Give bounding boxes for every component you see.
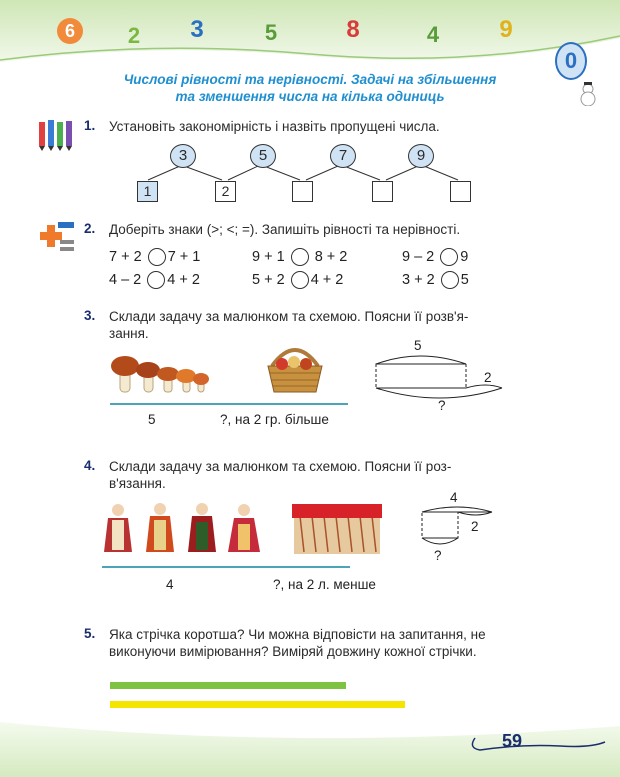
task-text-line: Склади задачу за малюнком та схемою. Поясни її розв'я- xyxy=(109,309,469,324)
task-text: Доберіть знаки (>; <; =). Запишіть рівності та нерівності. xyxy=(109,222,461,237)
page-title xyxy=(60,71,560,105)
condition-label: ?, на 2 л. менше xyxy=(273,577,376,592)
picture-baseline xyxy=(102,566,350,568)
task-text-line: Яка стрічка коротша? Чи можна відповісти на запитання, не xyxy=(109,627,486,642)
task-text-line: зання. xyxy=(109,326,149,341)
count-label: 4 xyxy=(166,577,174,592)
scheme-label-top: 4 xyxy=(450,490,458,505)
task-text: Установіть закономірність і назвіть пропущені числа. xyxy=(109,119,440,134)
scheme-label-top: 5 xyxy=(414,338,422,353)
mascot-digit: 6 xyxy=(57,18,83,44)
scheme-label-side: 2 xyxy=(471,519,479,534)
answer-box[interactable] xyxy=(292,181,313,202)
scheme-diagram xyxy=(412,500,502,562)
task-text-line: виконуючи вимірювання? Виміряй довжину кожної стрічки. xyxy=(109,644,477,659)
title-line-1: Числові рівності та нерівності. Задачі на збільшення xyxy=(123,72,497,87)
sign-circle[interactable] xyxy=(147,271,165,289)
pattern-node: 5 xyxy=(250,144,276,168)
task-text xyxy=(109,458,451,492)
task-text-line: в'язання. xyxy=(109,476,166,491)
task-number: 5. xyxy=(84,626,96,641)
pattern-node: 9 xyxy=(408,144,434,168)
pattern-node: 3 xyxy=(170,144,196,168)
scheme-label-bottom: ? xyxy=(434,548,442,563)
task-number: 1. xyxy=(84,118,96,133)
condition-label: ?, на 2 гр. більше xyxy=(220,412,329,427)
green-ribbon xyxy=(110,682,346,689)
title-line-2: та зменшення числа на кілька одиниць xyxy=(175,89,445,104)
dolls-image xyxy=(104,500,266,558)
sign-circle[interactable] xyxy=(291,248,309,266)
mascot-digit: 9 xyxy=(499,16,513,43)
basket-image xyxy=(262,340,328,396)
answer-box: 1 xyxy=(137,181,158,202)
mascot-digit: 8 xyxy=(346,16,360,43)
sign-circle[interactable] xyxy=(440,248,458,266)
mascot-row xyxy=(45,14,585,73)
scheme-label-side: 2 xyxy=(484,370,492,385)
comparison-expression: 9 + 1 8 + 2 xyxy=(252,248,348,265)
mascot-digit: 4 xyxy=(426,22,440,47)
task-number: 3. xyxy=(84,308,96,323)
picture-baseline xyxy=(110,403,348,405)
mascot-digit: 3 xyxy=(190,16,204,43)
sign-circle[interactable] xyxy=(441,271,459,289)
comparison-expression: 7 + 2 7 + 1 xyxy=(109,248,201,265)
task-number: 2. xyxy=(84,221,96,236)
pencils-icon xyxy=(36,118,76,157)
mascot-digit: 2 xyxy=(127,23,141,48)
task-number: 4. xyxy=(84,458,96,473)
snowman-icon xyxy=(578,82,598,106)
count-label: 5 xyxy=(148,412,156,427)
math-signs-icon xyxy=(34,220,78,263)
yellow-ribbon xyxy=(110,701,405,708)
mascot-digit: 0 xyxy=(555,42,587,80)
answer-box[interactable] xyxy=(372,181,393,202)
answer-box[interactable]: 2 xyxy=(215,181,236,202)
comparison-expression: 5 + 2 4 + 2 xyxy=(252,271,344,288)
comparison-expression: 3 + 2 5 xyxy=(402,271,469,288)
box-image xyxy=(290,502,384,558)
sign-circle[interactable] xyxy=(291,271,309,289)
sign-circle[interactable] xyxy=(148,248,166,266)
comparison-expression: 4 – 2 4 + 2 xyxy=(109,271,200,288)
task-text xyxy=(109,626,486,660)
answer-box[interactable] xyxy=(450,181,471,202)
task-text-line: Склади задачу за малюнком та схемою. Поясни її роз- xyxy=(109,459,452,474)
mascot-digit: 5 xyxy=(264,20,278,45)
page-number: 59 xyxy=(502,731,523,751)
scheme-label-bottom: ? xyxy=(438,398,446,413)
pattern-node: 7 xyxy=(330,144,356,168)
comparison-expression: 9 – 2 9 xyxy=(402,248,469,265)
mushrooms-image xyxy=(110,352,210,394)
footer-band xyxy=(0,712,620,777)
